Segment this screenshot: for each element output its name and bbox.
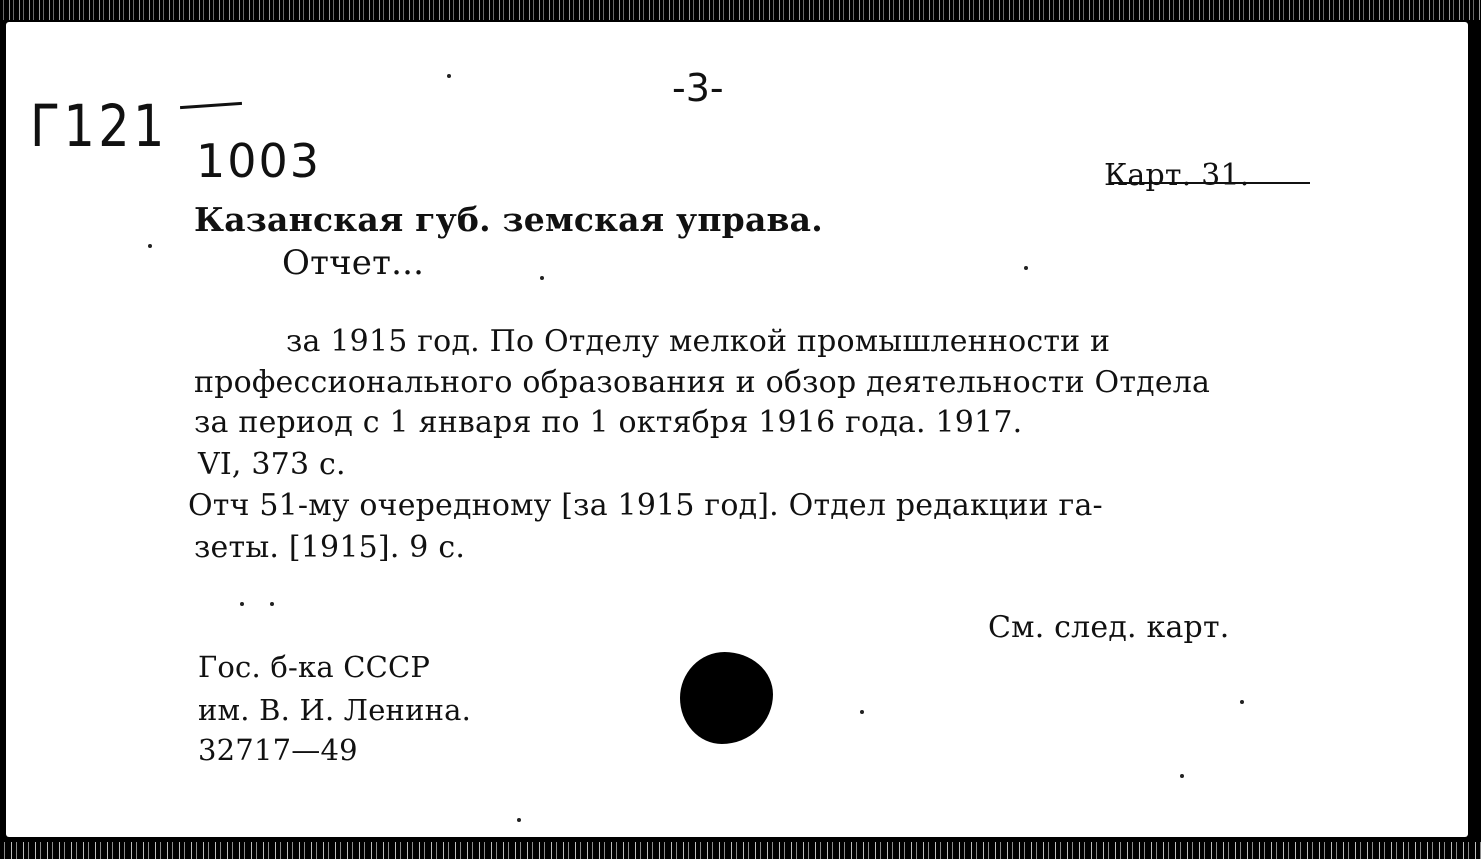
speck [1024, 266, 1028, 270]
page-marker: -3- [672, 66, 724, 110]
speck [1240, 700, 1244, 704]
library-line: им. В. И. Ленина. [198, 693, 472, 727]
note-line: зеты. [1915]. 9 с. [194, 530, 466, 565]
scan-edge-bottom [0, 842, 1481, 859]
body-line: за 1915 год. По Отделу мелкой промышленности и [286, 324, 1111, 359]
body-line: за период с 1 января по 1 октября 1916 года. 1917. [194, 405, 1023, 440]
speck [517, 818, 521, 822]
shelf-mark: Г121 [30, 92, 168, 160]
library-line: Гос. б-ка СССР [198, 650, 431, 684]
card-reference: Карт. 31. [1104, 158, 1250, 193]
body-line: профессионального образования и обзор деятельности Отдела [194, 365, 1211, 400]
note-line: Отч 51-му очередному [за 1915 год]. Отдел редакции га- [188, 488, 1103, 523]
continuation-note: См. след. карт. [988, 610, 1230, 645]
speck [270, 602, 274, 606]
speck [148, 244, 152, 248]
card-reference-strike [1110, 182, 1310, 184]
library-line: 32717—49 [198, 733, 358, 767]
speck [1180, 774, 1184, 778]
speck [540, 276, 544, 280]
scan-edge-top [0, 0, 1481, 20]
card-heading: Казанская губ. земская управа. [194, 200, 823, 239]
card-subheading: Отчет... [282, 243, 425, 283]
scan-edge-right [1468, 22, 1481, 842]
shelf-mark-number: 1003 [196, 134, 322, 188]
speck [447, 74, 451, 78]
speck [240, 602, 244, 606]
speck [860, 710, 864, 714]
body-line: VI, 373 с. [198, 447, 346, 482]
